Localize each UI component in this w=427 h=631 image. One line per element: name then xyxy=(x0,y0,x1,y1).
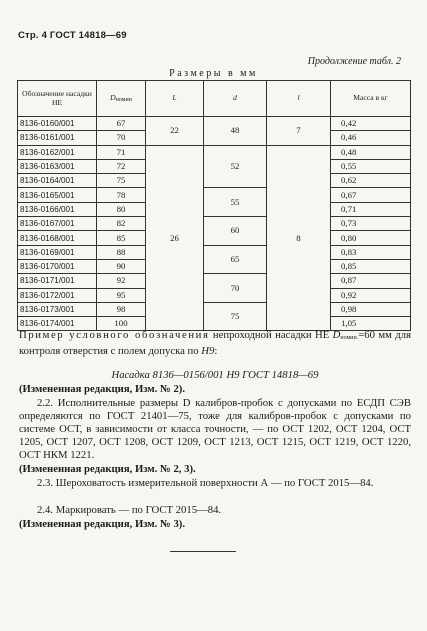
col-header-d-nom: Dномин xyxy=(97,81,146,117)
cell-d: 75 xyxy=(204,302,267,331)
end-rule xyxy=(170,551,236,552)
cell-d-nom: 67 xyxy=(97,117,146,131)
page-header: Стр. 4 ГОСТ 14818—69 xyxy=(18,30,127,41)
cell-L: 26 xyxy=(146,145,204,331)
table-row xyxy=(18,245,411,259)
cell-code: 8136-0168/001 xyxy=(18,231,97,245)
cell-mass: 0,55 xyxy=(331,159,411,173)
cell-mass: 0,98 xyxy=(331,302,411,316)
cell-d-nom: 90 xyxy=(97,259,146,273)
cell-code: 8136-0164/001 xyxy=(18,174,97,188)
cell-mass: 0,83 xyxy=(331,245,411,259)
table-header-row xyxy=(18,81,411,117)
dimensions-table xyxy=(17,80,411,331)
cell-mass: 0,67 xyxy=(331,188,411,202)
edition-note-2: (Измененная редакция, Изм. № 2, 3). xyxy=(19,463,196,475)
col-header-mass: Масса в кг xyxy=(331,81,411,117)
example-mid: непроходной насадки НЕ xyxy=(209,329,333,341)
table-row xyxy=(18,188,411,202)
cell-code: 8136-0171/001 xyxy=(18,274,97,288)
cell-L: 22 xyxy=(146,117,204,146)
table-row xyxy=(18,302,411,316)
cell-mass: 0,80 xyxy=(331,231,411,245)
col-header-l: l xyxy=(267,81,331,117)
cell-code: 8136-0167/001 xyxy=(18,217,97,231)
col-header-L: L xyxy=(146,81,204,117)
cell-d: 48 xyxy=(204,117,267,146)
example-fit: H9 xyxy=(201,345,215,358)
cell-mass: 0,87 xyxy=(331,274,411,288)
cell-d: 65 xyxy=(204,245,267,274)
cell-code: 8136-0174/001 xyxy=(18,317,97,331)
cell-mass: 0,48 xyxy=(331,145,411,159)
cell-code: 8136-0169/001 xyxy=(18,245,97,259)
cell-code: 8136-0161/001 xyxy=(18,131,97,145)
cell-code: 8136-0170/001 xyxy=(18,259,97,273)
col-header-d: d xyxy=(204,81,267,117)
cell-d-nom: 72 xyxy=(97,159,146,173)
cell-d-nom: 100 xyxy=(97,317,146,331)
dimensions-caption: Размеры в мм xyxy=(169,68,258,79)
cell-mass: 0,73 xyxy=(331,217,411,231)
cell-d-nom: 98 xyxy=(97,302,146,316)
cell-d-nom: 75 xyxy=(97,174,146,188)
edition-note-3: (Измененная редакция, Изм. № 3). xyxy=(19,518,186,530)
cell-code: 8136-0160/001 xyxy=(18,117,97,131)
table-row xyxy=(18,145,411,159)
cell-mass: 0,92 xyxy=(331,288,411,302)
cell-d-nom: 82 xyxy=(97,217,146,231)
cell-d: 70 xyxy=(204,274,267,303)
cell-code: 8136-0166/001 xyxy=(18,202,97,216)
example-prefix: Пример условного обозначения xyxy=(19,329,210,341)
cell-d-nom: 88 xyxy=(97,245,146,259)
paragraph-2-3: 2.3. Шероховатость измерительной поверхности А — по ГОСТ 2015—84. xyxy=(37,477,374,489)
paragraph-2-2: 2.2. Исполнительные размеры D калибров-пробок с допусками по ЕСДП СЭВ определяются по ГОСТ 21401—75, тоже для калибров-пробок с допусками по системе ОСТ, в зависимости от класса точности, — по ОСТ 1202, ОСТ 1204, ОСТ 1205, ОСТ 1207, ОСТ 1208, ОСТ 1209, ОСТ 1213, ОСТ 1215, ОСТ 1219, ОСТ 1220, ОСТ НКМ 1221. xyxy=(19,397,411,462)
cell-d-nom: 95 xyxy=(97,288,146,302)
example-paragraph xyxy=(19,329,411,358)
cell-code: 8136-0173/001 xyxy=(18,302,97,316)
cell-code: 8136-0165/001 xyxy=(18,188,97,202)
cell-code: 8136-0162/001 xyxy=(18,145,97,159)
cell-code: 8136-0163/001 xyxy=(18,159,97,173)
cell-d: 52 xyxy=(204,145,267,188)
table-continuation-note: Продолжение табл. 2 xyxy=(307,56,401,67)
cell-l: 8 xyxy=(267,145,331,331)
example-end: : xyxy=(214,345,218,358)
cell-mass: 0,42 xyxy=(331,117,411,131)
example-D: D xyxy=(332,329,341,341)
cell-mass: 0,71 xyxy=(331,202,411,216)
cell-d-nom: 78 xyxy=(97,188,146,202)
cell-mass: 1,05 xyxy=(331,317,411,331)
cell-mass: 0,85 xyxy=(331,259,411,273)
cell-d: 55 xyxy=(204,188,267,217)
cell-d-nom: 85 xyxy=(97,231,146,245)
cell-l: 7 xyxy=(267,117,331,146)
cell-d-nom: 80 xyxy=(97,202,146,216)
cell-d-nom: 92 xyxy=(97,274,146,288)
cell-d: 60 xyxy=(204,217,267,246)
col-header-designation: Обозначение насадки НЕ xyxy=(18,81,97,117)
table-row xyxy=(18,274,411,288)
example-D-sub: номин. xyxy=(340,335,359,341)
example-designation: Насадка 8136—0156/001 H9 ГОСТ 14818—69 xyxy=(111,369,319,381)
cell-mass: 0,62 xyxy=(331,174,411,188)
example-rest: =60 мм для контроля отверстия с полем допуска по xyxy=(19,329,411,358)
table-row xyxy=(18,117,411,131)
cell-d-nom: 71 xyxy=(97,145,146,159)
paragraph-2-4: 2.4. Маркировать — по ГОСТ 2015—84. xyxy=(37,504,222,516)
cell-d-nom: 70 xyxy=(97,131,146,145)
cell-code: 8136-0172/001 xyxy=(18,288,97,302)
edition-note-1: (Измененная редакция, Изм. № 2). xyxy=(19,383,186,395)
cell-mass: 0,46 xyxy=(331,131,411,145)
table-row xyxy=(18,217,411,231)
